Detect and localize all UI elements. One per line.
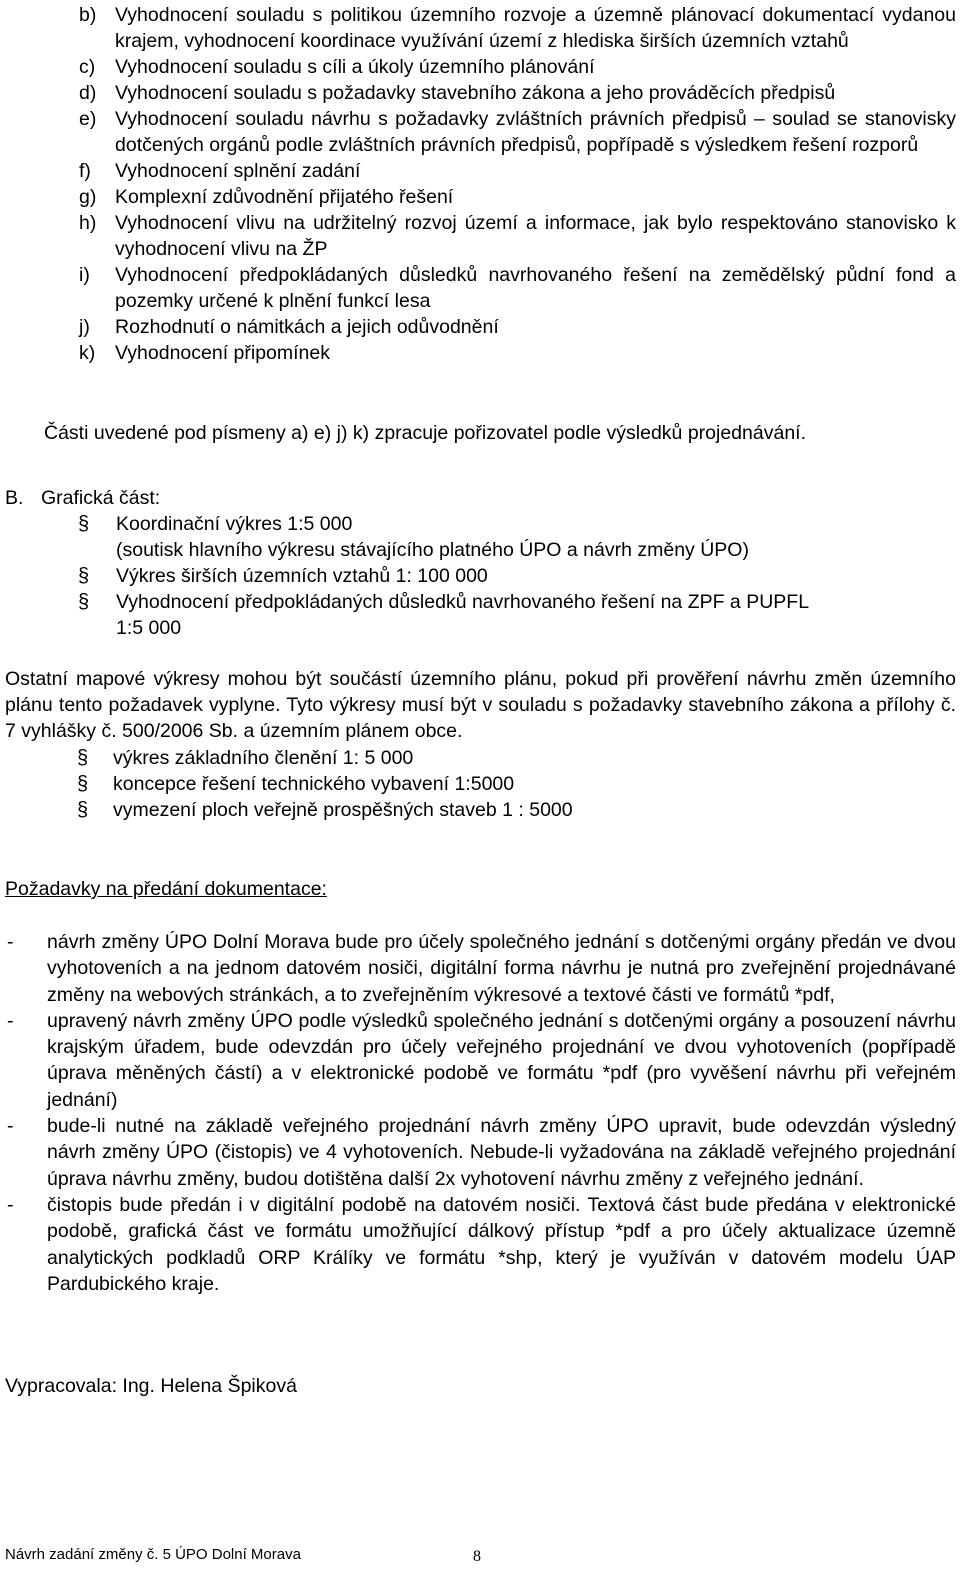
list-marker: h) bbox=[79, 212, 97, 234]
list-item-text: Vyhodnocení předpokládaných důsledků navrhovaného řešení na ZPF a PUPFL bbox=[116, 591, 810, 613]
list-item bbox=[0, 1192, 960, 1297]
list-item-text: Rozhodnutí o námitkách a jejich odůvodnění bbox=[115, 316, 499, 338]
list-marker: e) bbox=[79, 108, 97, 130]
other-maps-list bbox=[0, 745, 960, 823]
dash-bullet: - bbox=[7, 1009, 14, 1032]
other-maps-paragraph: Ostatní mapové výkresy mohou být součástí územního plánu, pokud při prověření návrhu změn územního plánu tento požadavek vyplyne. Tyto výkresy musí být v souladu s požadavky stavebního zákona a přílohy č. 7 vyhlášky č. 500/2006 Sb. a územním plánem obce. bbox=[5, 668, 956, 742]
dash-bullet: - bbox=[7, 1115, 14, 1138]
list-item-text: Vyhodnocení vlivu na udržitelný rozvoj území a informace, jak bylo respektováno stanovisko k vyhodnocení vlivu na ŽP bbox=[115, 212, 956, 260]
list-item bbox=[0, 511, 960, 537]
author-line: Vypracovala: Ing. Helena Špiková bbox=[5, 1375, 297, 1397]
list-marker: b) bbox=[79, 4, 97, 26]
list-item-text: bude-li nutné na základě veřejného projednání návrh změny ÚPO upravit, bude odevzdán výsledný návrh změny ÚPO (čistopis) ve 4 vyhotoveních. Nebude-li vyžadována na základě veřejného projednání úprava návrhu změny, budou dotištěna další 2x vyhotovení návrhu změny z veřejného jednání. bbox=[47, 1115, 956, 1190]
list-item bbox=[0, 262, 960, 314]
list-item bbox=[0, 771, 960, 797]
list-item-text: koncepce řešení technického vybavení 1:5000 bbox=[113, 773, 515, 795]
section-bullet-icon bbox=[77, 771, 88, 797]
section-bullet-icon bbox=[77, 797, 88, 823]
list-item-text: návrh změny ÚPO Dolní Morava bude pro účely společného jednání s dotčenými orgány předán ve dvou vyhotoveních a na jednom datovém nosiči, digitální forma návrhu je nutná pro zveřejnění projednávané změny na webových stránkách, a to zveřejněním výkresové a textové části ve formátů *pdf, bbox=[47, 931, 956, 1006]
section-b-prefix: B. bbox=[5, 487, 24, 509]
list-item bbox=[0, 563, 960, 589]
list-item-text: Vyhodnocení splnění zadání bbox=[115, 160, 361, 182]
list-item bbox=[0, 537, 960, 563]
list-item-text: upravený návrh změny ÚPO podle výsledků společného jednání s dotčenými orgány a posouzení návrhu krajským úřadem, bude odevzdán pro účely veřejného projednání ve dvou vyhotoveních (popřípadě úprava měněných částí) a v elektronické podobě ve formátu *pdf (pro vyvěšení návrhu při veřejném jednání) bbox=[47, 1009, 956, 1111]
list-item bbox=[0, 589, 960, 615]
page-number: 8 bbox=[473, 1548, 481, 1565]
list-item-text: Vyhodnocení připomínek bbox=[115, 342, 330, 364]
list-marker: k) bbox=[79, 342, 96, 364]
list-item-text: Koordinační výkres 1:5 000 bbox=[116, 513, 353, 535]
list-item bbox=[0, 1113, 960, 1192]
list-item-text: Výkres širších územních vztahů 1: 100 000 bbox=[116, 565, 488, 587]
list-item-text: 1:5 000 bbox=[116, 617, 182, 639]
list-item bbox=[0, 80, 960, 106]
section-bullet-icon bbox=[78, 511, 89, 537]
footer-label: Návrh zadání změny č. 5 ÚPO Dolní Morava bbox=[5, 1546, 301, 1563]
list-item bbox=[0, 615, 960, 641]
list-item-text: čistopis bude předán i v digitální podobě na datovém nosiči. Textová část bude předána v elektronické podobě, grafická část ve formátu umožňující dálkový přístup *pdf a pro účely aktualizace územně analytických podkladů ORP Králíky ve formátu *shp, který je využíván v datovém modelu ÚAP Pardubického kraje. bbox=[47, 1193, 956, 1295]
list-item bbox=[0, 54, 960, 80]
dash-bullet: - bbox=[7, 1193, 14, 1216]
list-item bbox=[0, 929, 960, 1008]
list-item bbox=[0, 210, 960, 262]
list-item-text: (soutisk hlavního výkresu stávajícího platného ÚPO a návrh změny ÚPO) bbox=[116, 539, 749, 561]
list-marker: c) bbox=[79, 56, 96, 78]
list-marker: g) bbox=[79, 186, 97, 208]
list-item bbox=[0, 314, 960, 340]
list-item bbox=[0, 745, 960, 771]
list-item-text: Vyhodnocení souladu s požadavky stavebního zákona a jeho prováděcích předpisů bbox=[115, 82, 836, 104]
list-item-text: Vyhodnocení souladu s cíli a úkoly územního plánování bbox=[115, 56, 595, 78]
list-item bbox=[0, 158, 960, 184]
requirements-list bbox=[0, 929, 960, 1297]
list-item-text: Komplexní zdůvodnění přijatého řešení bbox=[115, 186, 454, 208]
list-marker: i) bbox=[79, 264, 90, 286]
list-item bbox=[0, 1008, 960, 1113]
section-bullet-icon bbox=[77, 745, 88, 771]
list-item-text: Vyhodnocení předpokládaných důsledků navrhovaného řešení na zemědělský půdní fond a pozemky určené k plnění funkcí lesa bbox=[115, 264, 956, 312]
list-marker: d) bbox=[79, 82, 97, 104]
requirements-heading: Požadavky na předání dokumentace: bbox=[5, 878, 327, 900]
list-marker: j) bbox=[79, 316, 90, 338]
graphic-part-list bbox=[0, 511, 960, 641]
list-item-text: Vyhodnocení souladu s politikou územního rozvoje a územně plánovací dokumentací vydanou krajem, vyhodnocení koordinace využívání území z hlediska širších územních vztahů bbox=[115, 4, 956, 52]
list-item bbox=[0, 184, 960, 210]
parts-note: Části uvedené pod písmeny a) e) j) k) zpracuje pořizovatel podle výsledků projednávání. bbox=[44, 422, 806, 444]
list-item bbox=[0, 340, 960, 366]
section-bullet-icon bbox=[78, 563, 89, 589]
list-item-text: vymezení ploch veřejně prospěšných staveb 1 : 5000 bbox=[113, 799, 573, 821]
list-item bbox=[0, 797, 960, 823]
evaluation-list bbox=[0, 2, 960, 366]
list-item bbox=[0, 2, 960, 54]
section-bullet-icon bbox=[78, 589, 89, 615]
list-item-text: Vyhodnocení souladu návrhu s požadavky zvláštních právních předpisů – soulad se stanovisky dotčených orgánů podle zvláštních právních předpisů, popřípadě s výsledkem řešení rozporů bbox=[115, 108, 956, 156]
list-marker: f) bbox=[79, 160, 91, 182]
dash-bullet: - bbox=[7, 931, 14, 953]
list-item-text: výkres základního členění 1: 5 000 bbox=[113, 747, 414, 769]
list-item bbox=[0, 106, 960, 158]
section-b-title: Grafická část: bbox=[41, 487, 161, 509]
